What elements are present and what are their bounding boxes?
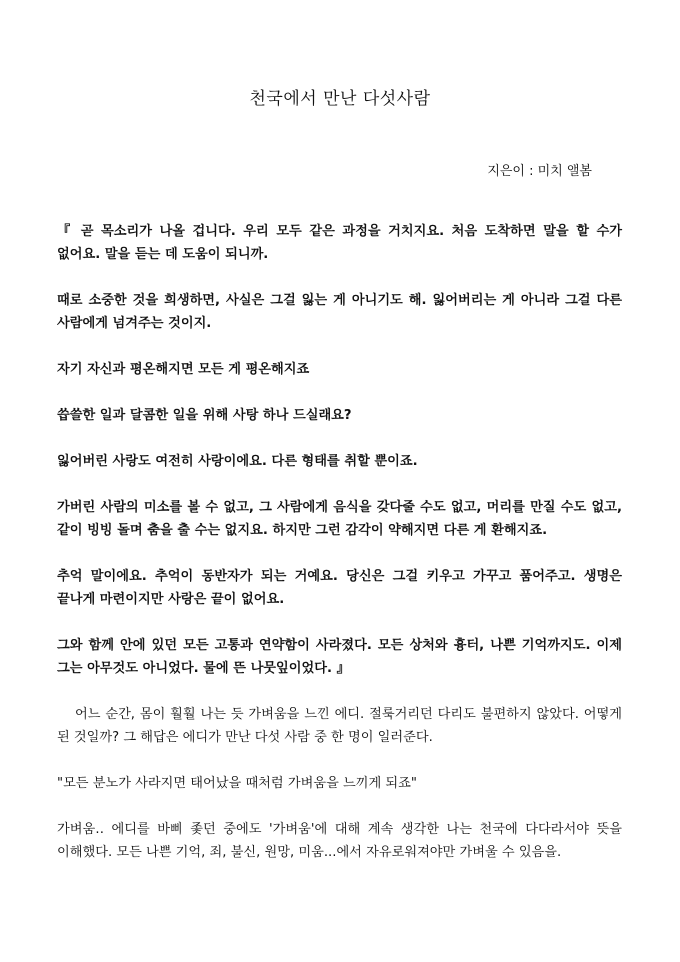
document-title: 천국에서 만난 다섯사람 [249,89,431,109]
quote-paragraph: 자기 자신과 평온해지면 모든 게 평온해지죠 [57,362,310,377]
quote-paragraph: 씁쓸한 일과 달콤한 일을 위해 사탕 하나 드실래요? [57,408,352,423]
author-line: 지은이 : 미치 앨봄 [487,164,592,179]
commentary-paragraph: 어느 순간, 몸이 훨훨 나는 듯 가벼움을 느낀 에디. 절룩거리던 다리도 불편하지 않았다. 어떻게 된 것일까? 그 해답은 에디가 만난 다섯 사람 중 한 명이 일러준다. [57,707,622,745]
quote-paragraph: 때로 소중한 것을 희생하면, 사실은 그걸 잃는 게 아니기도 해. 잃어버리는 게 아니라 그걸 다른 사람에게 넘겨주는 것이지. [57,293,622,331]
document-body [57,220,622,864]
quote-paragraph: 추억 말이에요. 추억이 동반자가 되는 거예요. 당신은 그걸 키우고 가꾸고 품어주고. 생명은 끝나게 마련이지만 사랑은 끝이 없어요. [57,569,622,607]
commentary-paragraph: 가벼움‥ 에디를 바삐 좇던 중에도 '가벼움'에 대해 계속 생각한 나는 천국에 다다라서야 뜻을 이해했다. 모든 나쁜 기억, 죄, 불신, 원망, 미움...에서 자유로워져야만 가벼울 수 있음을. [57,822,622,860]
quote-paragraph: 그와 함께 안에 있던 모든 고통과 연약함이 사라졌다. 모든 상처와 흉터, 나쁜 기억까지도. 이제 그는 아무것도 아니었다. 물에 뜬 나뭇잎이었다. 』 [57,638,622,676]
quote-paragraph: 잃어버린 사랑도 여전히 사랑이에요. 다른 형태를 취할 뿐이죠. [57,454,418,469]
quote-paragraph: 『 곧 목소리가 나올 겁니다. 우리 모두 같은 과정을 거치지요. 처음 도착하면 말을 할 수가 없어요. 말을 듣는 데 도움이 되니까. [57,224,622,262]
quoted-line: "모든 분노가 사라지면 태어났을 때처럼 가벼움을 느끼게 되죠" [57,776,417,791]
quote-paragraph: 가버린 사람의 미소를 볼 수 없고, 그 사람에게 음식을 갖다줄 수도 없고, 머리를 만질 수도 없고, 같이 빙빙 돌며 춤을 출 수는 없지요. 하지만 그런 감각이 약해지면 다른 게 환해지죠. [57,500,622,538]
